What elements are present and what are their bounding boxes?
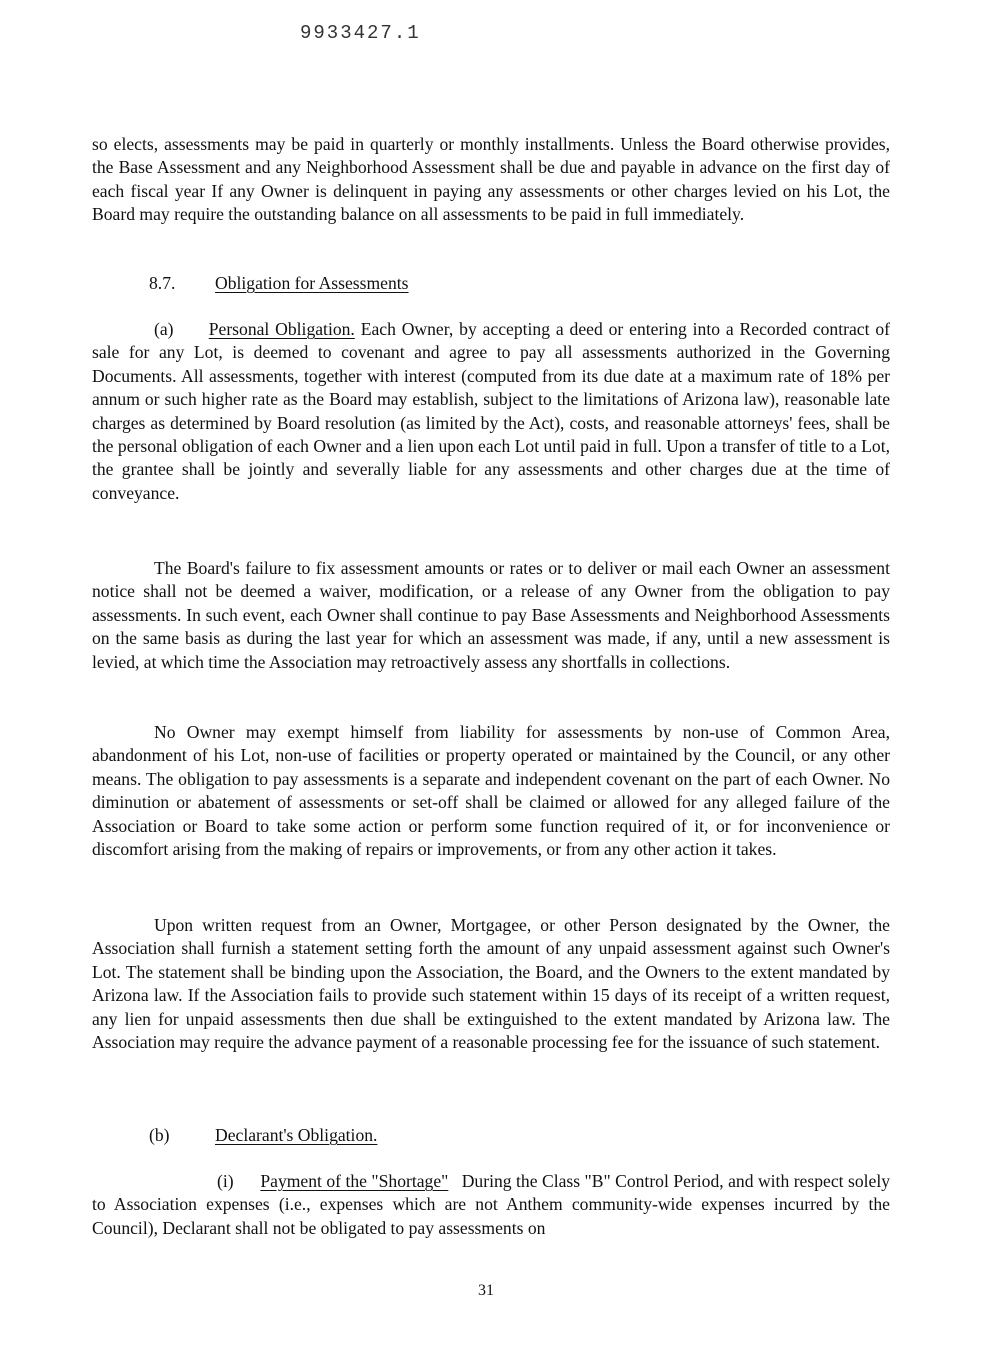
paragraph-intro: so elects, assessments may be paid in quarterly or monthly installments. Unless the Board otherwise provides, the Base Assessment and any Neighborhood Assessment shall be due and payable in advance on the first day of each fiscal year If any Owner is delinquent in paying any assessments or other charges levied on his Lot, the Board may require the outstanding balance on all assessments to be paid in full immediately. xyxy=(92,134,890,225)
subsection-body-a: Each Owner, by accepting a deed or entering into a Recorded contract of sale for any Lot, is deemed to covenant and agree to pay all assessments authorized in the Governing Documents. All assessments, together with interest (computed from its due date at a maximum rate of 18% per annum or such higher rate as the Board may establish, subject to the limitations of Arizona law), reasonable late charges as determined by Board resolution (as limited by the Act), costs, and reasonable attorneys' fees, shall be the personal obligation of each Owner and a lien upon each Lot until paid in full. Upon a transfer of title to a Lot, the grantee shall be jointly and severally liable for any assessments and other charges due at the time of conveyance. xyxy=(92,319,891,503)
subsection-title-b: Declarant's Obligation. xyxy=(215,1125,378,1145)
section-title: Obligation for Assessments xyxy=(215,273,409,293)
subsection-label-i: (i) xyxy=(217,1171,234,1191)
subsection-label-a: (a) xyxy=(154,319,174,339)
section-number: 8.7. xyxy=(149,273,176,293)
subsection-body-i: During the Class "B" Control Period, and with respect solely to Association expenses (i.e., expenses which are not Anthem community-wide expenses incurred by the Council), Declarant shall not be obligated to pay assessments on xyxy=(92,1171,890,1238)
paragraph-written-request: Upon written request from an Owner, Mortgagee, or other Person designated by the Owner, the Association shall furnish a statement setting forth the amount of any unpaid assessment against such Owner's Lot. The statement shall be binding upon the Association, the Board, and the Owners to the extent mandated by Arizona law. If the Association fails to provide such statement within 15 days of its receipt of a written request, any lien for unpaid assessments then due shall be extinguished to the extent mandated by Arizona law. The Association may require the advance payment of a reasonable processing fee for the issuance of such statement. xyxy=(92,915,890,1053)
paragraph-personal-obligation xyxy=(92,318,890,505)
paragraph-shortage xyxy=(92,1170,890,1240)
subsection-title-i: Payment of the "Shortage" xyxy=(260,1171,449,1191)
section-heading-8-7 xyxy=(149,272,409,295)
page-number: 31 xyxy=(478,1282,494,1299)
subsection-title-a: Personal Obligation. xyxy=(208,319,355,339)
document-id: 9933427.1 xyxy=(300,22,421,44)
paragraph-board-failure: The Board's failure to fix assessment amounts or rates or to deliver or mail each Owner an assessment notice shall not be deemed a waiver, modification, or a release of any Owner from the obligation to pay assessments. In such event, each Owner shall continue to pay Base Assessments and Neighborhood Assessments on the same basis as during the last year for which an assessment was made, if any, until a new assessment is levied, at which time the Association may retroactively assess any shortfalls in collections. xyxy=(92,558,890,672)
subsection-heading-b xyxy=(149,1124,377,1147)
paragraph-no-exemption: No Owner may exempt himself from liability for assessments by non-use of Common Area, abandonment of his Lot, non-use of facilities or property operated or maintained by the Council, or any other means. The obligation to pay assessments is a separate and independent covenant on the part of each Owner. No diminution or abatement of assessments or set-off shall be claimed or allowed for any alleged failure of the Association or Board to take some action or perform some function required of it, or for inconvenience or discomfort arising from the making of repairs or improvements, or from any other action it takes. xyxy=(92,722,890,860)
subsection-label-b: (b) xyxy=(149,1125,170,1145)
